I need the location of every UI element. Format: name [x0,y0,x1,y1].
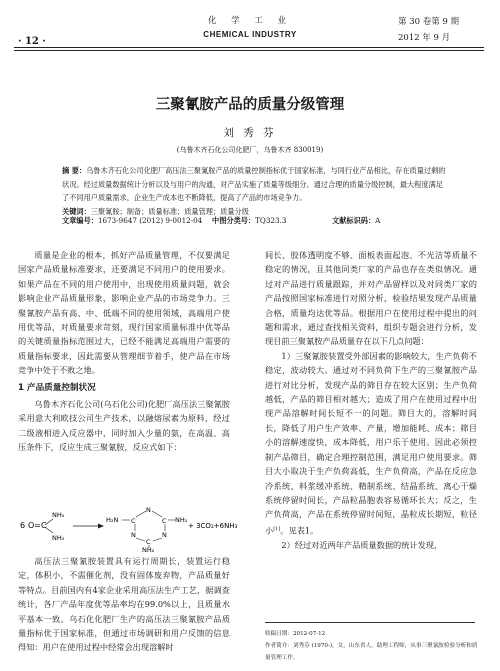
issue-1-text: 1）三聚氰胺装置受外部因素的影响较大，生产负荷不稳定，波动较大。通过对不同负荷下生产的三聚氰胺产品进行对比分析，发现产品的筛目存在较大区别；生产负荷越低，产品的筛目相对越大；造成了用户在使用过程中出现产品溶解时间长短不一的问题。筛目大的，溶解时间长，降低了用户生产效率、产量，增加能耗、成本；筛目小的溶解速度快，成本降低，用户乐于使用。因此必须控制产品筛目，确定合理控制范围，满足用户使用要求。筛目大小取决于生产负荷高低，生产负荷高，产品在反应急冷系统、料浆缓冲系统、精制系统、结晶系统、离心干燥系统停留时间长，产品粒晶胞表容易循环长大；反之，生产负荷高，产品在系统停留时间短，晶粒成长期短，粒径小 [265,350,477,536]
melamine-c-bottom: C [146,538,151,546]
author-bio: 作者简介：刘秀芬 (1970-)，女，山东省人，助理工程师，从事三聚氰胺检验分析和质量管理工作。 [265,643,478,661]
article-no: 1673-9647 (2012) 9-0012-04 [97,216,203,225]
author-affiliation: (乌鲁木齐石化公司化肥厂，乌鲁木齐 830019) [176,146,324,154]
process-paragraph: 乌鲁木齐石化公司(乌石化公司)化肥厂高压法三聚氰胺采用意大利欧技公司生产技术，以融熔尿素为原料，经过二级液相进入反应器中，同时加入少量的氨，在高温、高压条件下，反应生成三聚氰胺，反应式如下： [18,399,230,453]
urea-nh2-top: NH₂ [52,511,65,519]
article-no-label: 文章编号： [62,216,98,225]
footnote [265,628,480,664]
melamine-h2n: H₂N [106,516,119,524]
header-rule [14,47,484,48]
citation-1: [1] [273,525,281,532]
header-rule-thin [14,50,484,51]
received-date: 收稿日期：2012-07-12 [265,631,326,637]
article-author: 刘 秀 芬 [223,127,277,139]
problem-paragraph: 间长、胶体透明度不够、面板表面起泡、不光洁等质量不稳定的情况，且其他同类厂家的产品也存在类似情况。通过对产品进行质量跟踪，并对产品留样以及对同类厂家的产品按照国家标准进行对照分析，检验结果发现产品质量合格，质量均达优等品。根据用户在使用过程中提出的问题和需求，通过查找相关资料，组织专题会进行分析，发现目前三聚氰胺产品质量存在以下几点问题： [265,250,477,347]
left-column-lower [18,554,230,655]
issue-1-end: 。见表1。 [280,525,319,536]
reaction-coefficient: 6 [20,521,26,530]
urea-nh2-bottom: NH₂ [52,534,65,542]
keywords-text: 三聚氰胺；制备；质量标准；质量管理；质量分级 [90,206,249,216]
keywords-label: 关键词： [62,206,91,216]
left-column [18,248,230,455]
journal-name-cn: 化 学 工 业 [207,16,293,26]
article-title: 三聚氰胺产品的质量分级管理 [155,97,345,113]
journal-name-en: CHEMICAL INDUSTRY [203,30,297,39]
reaction-equation [18,500,248,552]
issue-info [398,14,459,46]
urea-o: O=C [28,521,47,530]
intro-paragraph: 质量是企业的根本，抓好产品质量管理，不仅要满足国家产品质量标准要求，还要满足不同用户的使用要求。如果产品在不同的用户使用中，出现使用质量问题，就会影响企业产品质量形象，影响企业产品的市场竞争力。三聚氰胺产品有高、中、低端不同的使用领域，高端用户使用优等品，对质量要求苛刻，现行国家质量标准中优等品的关键质量指标范围过大，已经不能满足高端用户需要的质量指标要求，因此需要从管理细节着手，使产品在市场竞争中处于不败之地。 [18,250,230,376]
abstract-label: 摘 要： [62,166,87,175]
issue-date: 2012 年 9 月 [398,33,451,43]
melamine-nh2-bottom: NH₂ [142,546,155,552]
melamine-nh2-right: NH₂ [175,516,188,524]
issue-1-paragraph [265,349,477,538]
page-number: · 12 · [18,36,46,47]
issue-volume: 第 30 卷第 9 期 [398,17,460,27]
abstract [62,164,450,218]
doc-code-label: 文献标识码： [332,216,376,225]
clc-code: TQ323.3 [255,216,287,225]
footnote-rule [265,622,475,623]
melamine-n-left: N [131,531,136,539]
issue-2-paragraph: 2）经过对近两年产品质量数据的统计发现， [281,539,443,550]
section-heading-1: 1 产品质量控制状况 [18,382,96,393]
melamine-n-right: N [162,531,167,539]
right-column [265,248,477,552]
reaction-products: + 3CO₂+6NH₃ [188,522,238,530]
melamine-n-top: N [146,506,151,514]
doc-code: A [375,216,381,225]
melamine-c-right: C [162,517,167,525]
abstract-text: 乌鲁木齐石化公司化肥厂高压法三聚氰胺产品的质量控制指标优于国家标准，与同行业产品相比，存在质量过剩的状况。经过质量数据统计分析以及与用户的沟通，对产品实施了质量等级细分。通过合理的质量分级控制，最大程度满足了不同用户质量需求，企业生产成本也不断降低，提高了产品的市场竞争力。 [62,166,446,202]
clc-label: 中图分类号： [212,216,256,225]
features-paragraph: 高压法三聚氰胺装置具有运行周期长，装置运行稳定，体积小，不需催化剂，没有固体废弃物，产品质量好等特点。目前国内有4家企业采用高压法生产工艺，据调查统计，各厂产品年度优等品率均在99.0%以上，且质量水平基本一致。乌石化化肥厂生产的高压法三聚氰胺产品质量指标优于国家标准，但通过市场调研和用户反馈的信息得知：用户在使用过程中经常会出现溶解时 [18,556,230,653]
melamine-c-left: C [131,517,136,525]
